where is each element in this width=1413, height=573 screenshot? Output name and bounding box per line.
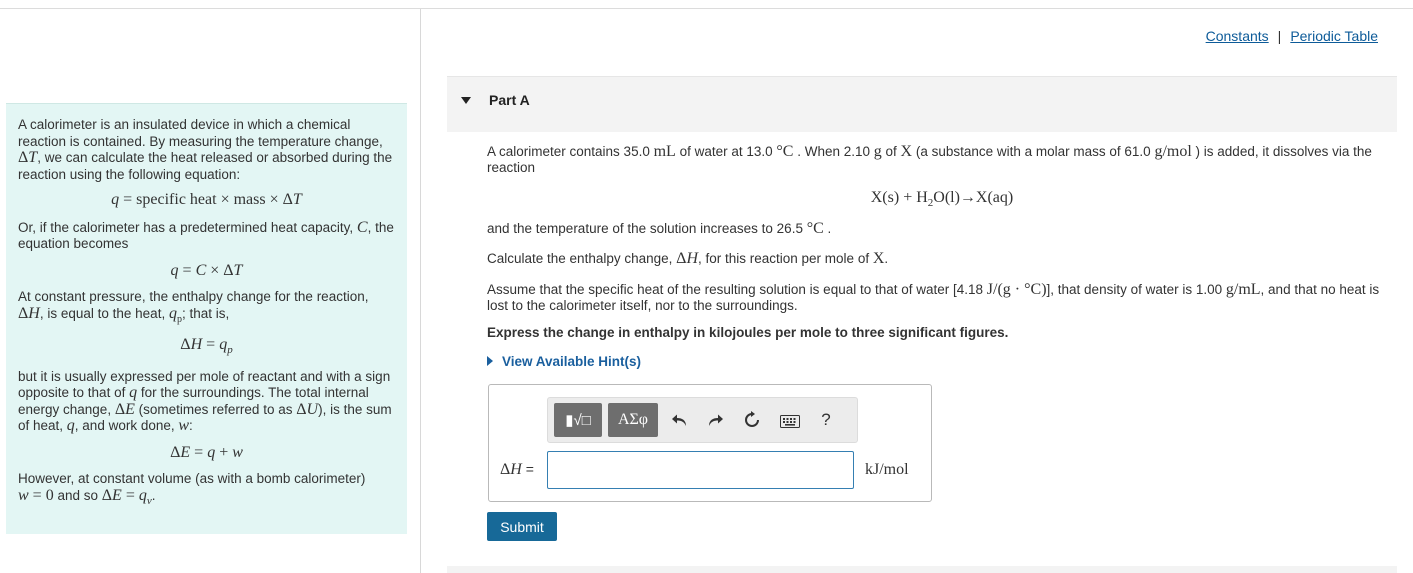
keyboard-icon: [780, 415, 800, 428]
reset-button[interactable]: [739, 407, 765, 433]
question-paragraph-4: Assume that the specific heat of the resulting solution is equal to that of water [4.18 J/(g · °C)], that density of water is 1.00 g/mL, and that no heat is lost to the calorimeter itself, nor to the surroundings.: [487, 281, 1380, 313]
templates-button[interactable]: [554, 403, 602, 437]
intro-panel: [6, 103, 407, 534]
undo-button[interactable]: [666, 407, 692, 433]
equation-heat-capacity: q = C × ΔT: [170, 261, 243, 279]
view-hints-toggle[interactable]: [487, 354, 641, 369]
help-label: ?: [821, 410, 831, 429]
answer-input[interactable]: [547, 451, 854, 489]
redo-icon: [707, 413, 724, 428]
periodic-table-link[interactable]: Periodic Table: [1290, 28, 1378, 44]
delta-h-label: ΔH =: [500, 461, 534, 478]
undo-icon: [671, 413, 688, 428]
next-part-strip: [447, 566, 1397, 573]
keyboard-button[interactable]: [777, 408, 803, 434]
intro-paragraph-5: However, at constant volume (as with a bomb calorimeter) w = 0 and so $\Delta E = q_v$.: [18, 471, 366, 508]
unit-label: kJ/mol: [865, 461, 909, 478]
intro-paragraph-1: A calorimeter is an insulated device in which a chemical reaction is contained. By measuring the temperature change, ΔT, we can calculate the heat released or absorbed during the reaction using the following equation:: [18, 117, 393, 182]
question-instruction: Express the change in enthalpy in kilojoules per mole to three significant figures.: [487, 325, 1009, 340]
templates-label: ▮√□: [565, 412, 591, 429]
greek-symbols-button[interactable]: [608, 403, 658, 437]
reaction-equation: $X(s) + H_2O(l)\to X(aq)$: [870, 189, 1014, 210]
intro-paragraph-3: At constant pressure, the enthalpy change for the reaction, ΔH, is equal to the heat, $q_p$; that is,: [18, 289, 369, 325]
answer-box: [488, 384, 932, 502]
question-paragraph-1: A calorimeter contains 35.0 mL of water at 13.0 °C . When 2.10 g of X (a substance with a molar mass of 61.0 g/mol ) is added, it dissolves via the reaction: [487, 143, 1372, 175]
part-title: Part A: [489, 92, 530, 108]
part-a-header[interactable]: [447, 76, 1397, 132]
resource-links: [1206, 28, 1378, 44]
equation-enthalpy: $\Delta H = q_p$: [180, 336, 233, 357]
hint-arrow-icon: [487, 356, 493, 366]
intro-paragraph-2: Or, if the calorimeter has a predetermined heat capacity, C, the equation becomes: [18, 218, 394, 251]
reset-icon: [743, 411, 761, 429]
submit-button[interactable]: Submit: [487, 512, 557, 541]
constants-link[interactable]: Constants: [1205, 28, 1269, 44]
greek-label: ΑΣφ: [617, 411, 649, 428]
help-button[interactable]: [814, 407, 838, 433]
hint-label: View Available Hint(s): [502, 354, 642, 369]
equation-internal-energy: ΔE = q + w: [170, 443, 243, 461]
caret-down-icon[interactable]: [461, 97, 471, 104]
question-paragraph-3: Calculate the enthalpy change, ΔH, for this reaction per mole of X.: [487, 250, 889, 267]
intro-paragraph-4: but it is usually expressed per mole of reactant and with a sign opposite to that of q for the surroundings. The total internal energy change, ΔE (sometimes referred to as ΔU), is the sum of heat, q, and work done, w:: [18, 368, 392, 435]
top-rule: [0, 8, 1413, 9]
redo-button[interactable]: [702, 407, 728, 433]
column-divider: [420, 9, 421, 573]
question-paragraph-2: and the temperature of the solution increases to 26.5 °C .: [487, 220, 832, 237]
math-toolbar: [547, 397, 858, 443]
equation-specific-heat: q = specific heat × mass × ΔT: [111, 191, 302, 208]
link-separator: |: [1277, 28, 1282, 44]
